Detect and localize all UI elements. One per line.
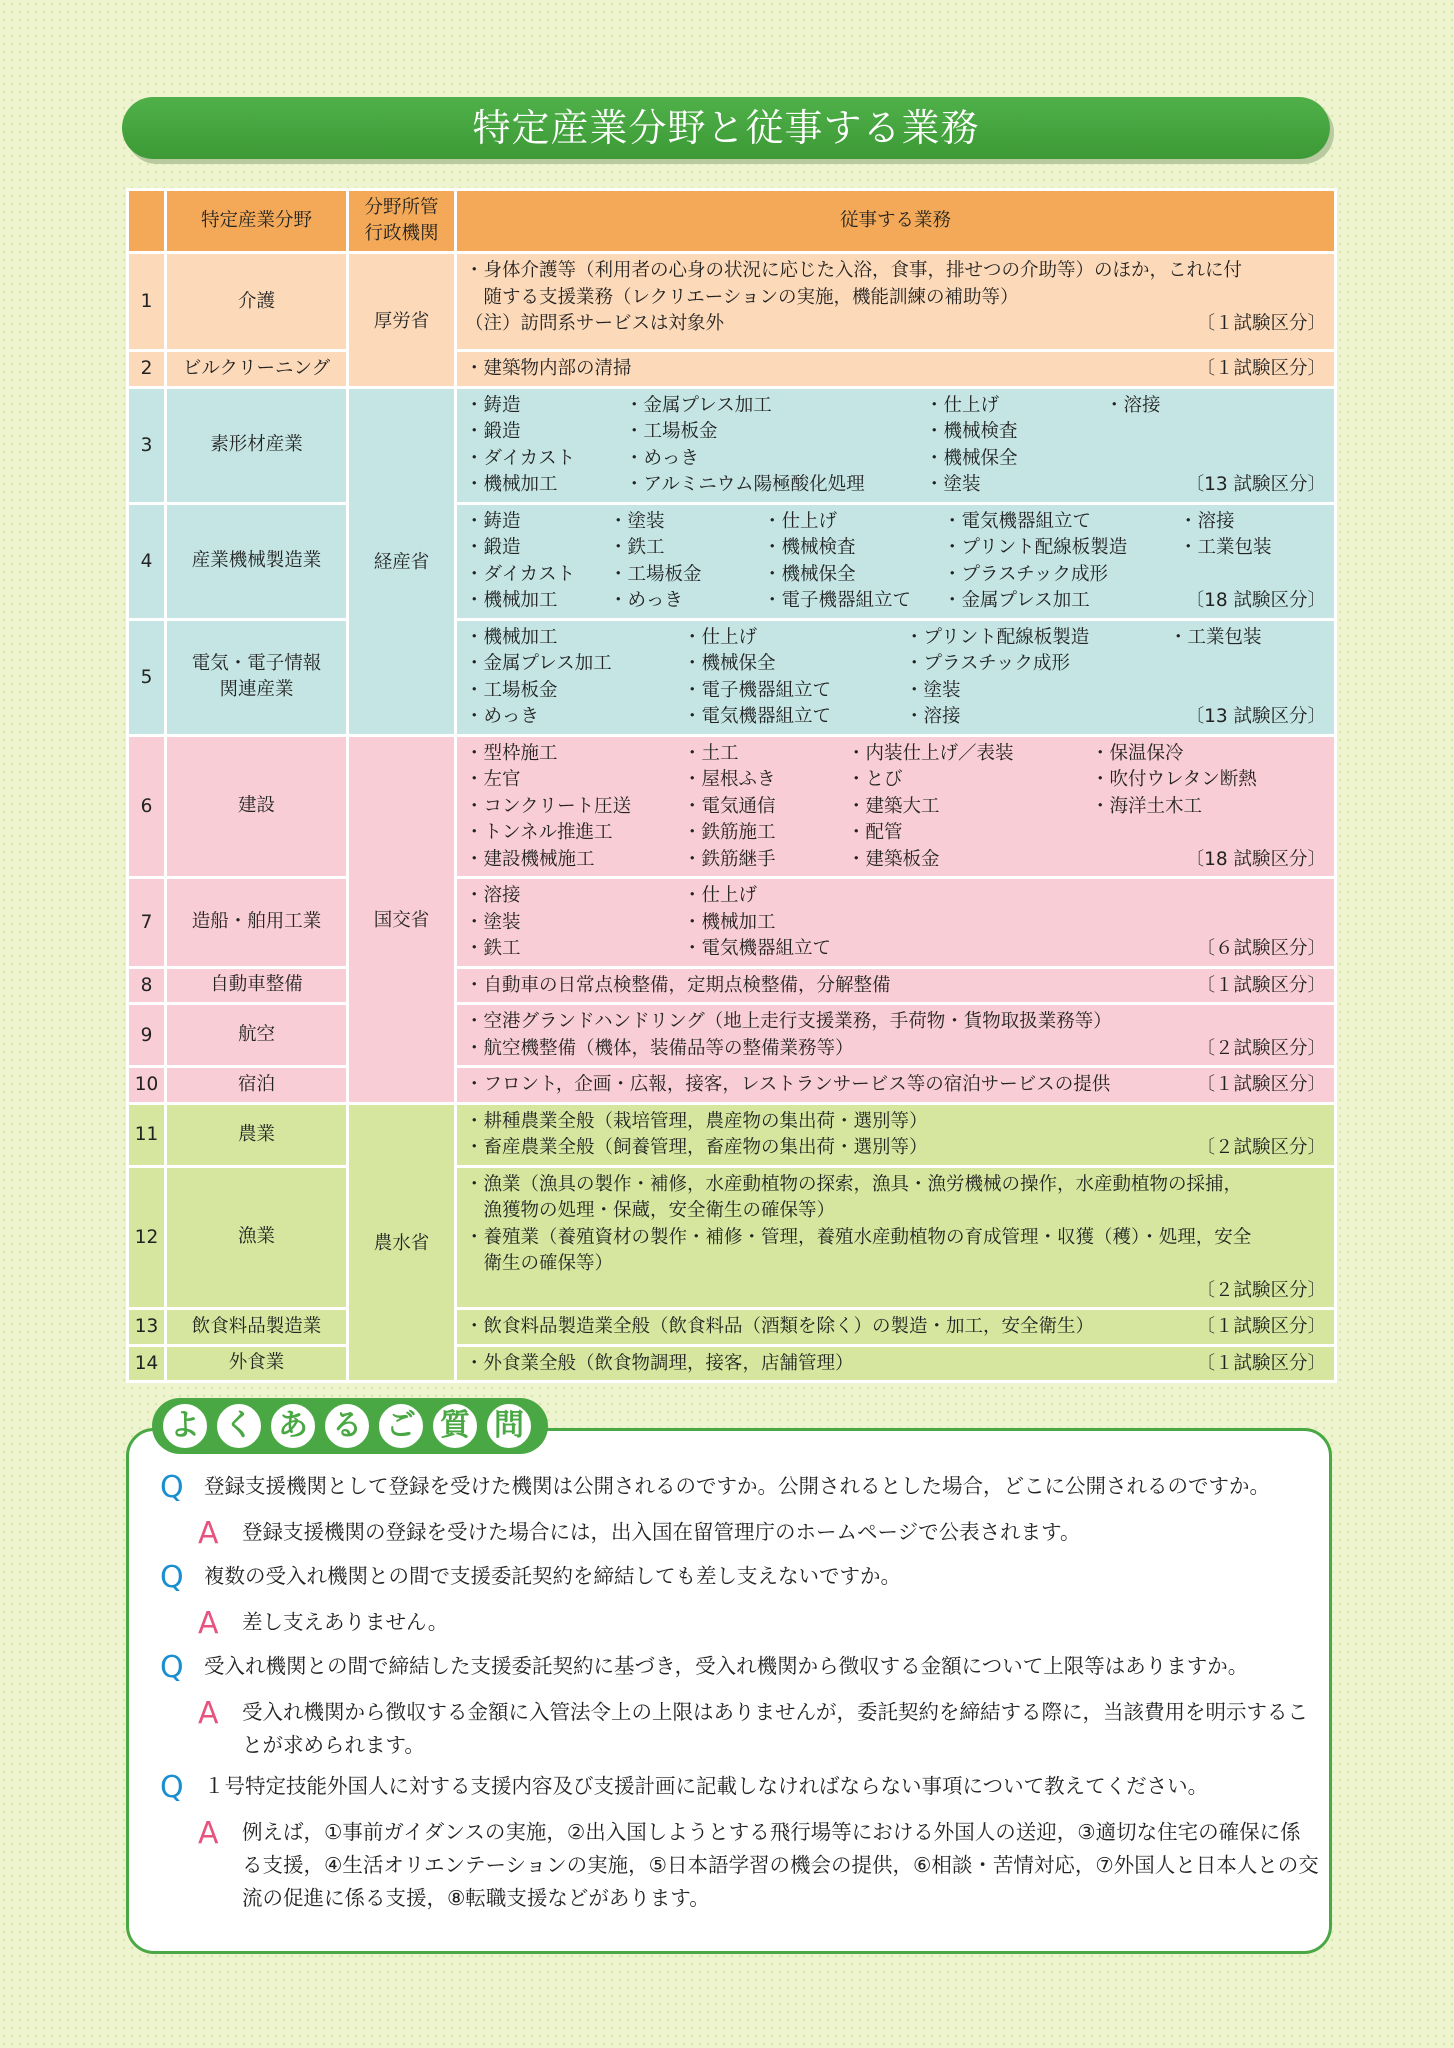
- tasks-cell: [456, 967, 1336, 1004]
- task-column: ・仕上げ ・機械検査 ・機械保全 ・塗装: [925, 394, 1018, 495]
- table-row: [128, 1345, 1336, 1382]
- field-name: 造船・舶用工業: [166, 878, 348, 968]
- task-text: ・フロント，企画・広報，接客，レストランサービス等の宿泊サービスの提供: [465, 1074, 1111, 1095]
- faq-answer: [160, 1816, 1320, 1915]
- faq-answer: [160, 1606, 1320, 1642]
- header-agency: 分野所管 行政機関: [348, 190, 456, 253]
- agency-name: 厚労省: [348, 253, 456, 388]
- row-number: 6: [128, 735, 166, 878]
- task-text: ・畜産農業全般（飼養管理，畜産物の集出荷・選別等）: [465, 1137, 928, 1158]
- task-column: ・内装仕上げ／表装 ・とび ・建築大工 ・配管 ・建築板金: [847, 742, 1014, 870]
- row-number: 5: [128, 619, 166, 735]
- task-lines: ・身体介護等（利用者の心身の状況に応じた入浴，食事，排せつの介助等）のほか，これに付 随する支援業務（レクリエーションの実施，機能訓練の補助等）: [465, 260, 1243, 308]
- task-lines: ・漁業（漁具の製作・補修，水産動植物の探索，漁具・漁労機械の操作，水産動植物の採捕， 漁獲物の処理・保蔵，安全衛生の確保等） ・養殖業（養殖資材の製作・補修・管理，養殖水産動植物の育成管理・収獲（穫）・処理，安全 衛生の確保等）: [465, 1173, 1252, 1274]
- row-number: 13: [128, 1309, 166, 1346]
- table-row: [128, 1067, 1336, 1104]
- exam-count: 〔18 試験区分〕: [1185, 848, 1326, 870]
- task-column: ・土工 ・屋根ふき ・電気通信 ・鉄筋施工 ・鉄筋継手: [683, 742, 776, 870]
- exam-count: 〔６試験区分〕: [1196, 938, 1326, 959]
- task-column: ・塗装 ・鉄工 ・工場板金 ・めっき: [609, 510, 702, 611]
- table-row: [128, 1103, 1336, 1166]
- row-number: 9: [128, 1004, 166, 1067]
- header-blank: [128, 190, 166, 253]
- question-text: 登録支援機関として登録を受けた機関は公開されるのですか。公開されるとした場合，どこに公開されるのですか。: [204, 1474, 1270, 1498]
- task-text: ・建築物内部の清掃: [465, 358, 632, 379]
- question-text: １号特定技能外国人に対する支援内容及び支援計画に記載しなければならない事項について教えてください。: [204, 1774, 1209, 1798]
- field-name: 飲食料品製造業: [166, 1309, 348, 1346]
- exam-count: 〔１試験区分〕: [1196, 313, 1326, 334]
- task-last-line: [465, 1351, 1326, 1378]
- task-last-line: [465, 311, 1326, 338]
- exam-count: 〔１試験区分〕: [1196, 1352, 1326, 1374]
- agency-name: 農水省: [348, 1103, 456, 1382]
- task-last-line: [465, 1278, 1326, 1305]
- task-lines: ・耕種農業全般（栽培管理，農産物の集出荷・選別等）: [465, 1110, 928, 1132]
- exam-count: 〔２試験区分〕: [1196, 1279, 1326, 1301]
- tasks-cell: [456, 878, 1336, 968]
- q-mark: Q: [160, 1470, 184, 1505]
- task-column: ・鋳造 ・鍛造 ・ダイカスト ・機械加工: [465, 510, 576, 611]
- field-name: 自動車整備: [166, 967, 348, 1004]
- question-text: 受入れ機関との間で締結した支援委託契約に基づき，受入れ機関から徴収する金額について上限等はありますか。: [204, 1654, 1249, 1678]
- tasks-cell: [456, 387, 1336, 503]
- tasks-cell: [456, 253, 1336, 351]
- task-column: ・鋳造 ・鍛造 ・ダイカスト ・機械加工: [465, 394, 576, 495]
- row-number: 14: [128, 1345, 166, 1382]
- task-column: ・仕上げ ・機械保全 ・電子機器組立て ・電気機器組立て: [683, 626, 832, 727]
- field-name: 航空: [166, 1004, 348, 1067]
- exam-count: 〔１試験区分〕: [1196, 358, 1326, 379]
- task-column: ・工業包装: [1169, 626, 1262, 648]
- tasks-cell: [456, 503, 1336, 619]
- task-text: ・航空機整備（機体，装備品等の整備業務等）: [465, 1037, 854, 1059]
- tasks-cell: [456, 619, 1336, 735]
- faq-heading-char: よ: [160, 1401, 210, 1451]
- field-name: 電気・電子情報 関連産業: [166, 619, 348, 735]
- task-column: ・電気機器組立て ・プリント配線板製造 ・プラスチック成形 ・金属プレス加工: [943, 510, 1128, 611]
- table-row: [128, 735, 1336, 878]
- exam-count: 〔13 試験区分〕: [1185, 474, 1326, 495]
- tasks-cell: [456, 1103, 1336, 1166]
- table-row: [128, 1309, 1336, 1346]
- faq-list: [160, 1470, 1320, 1915]
- task-column: ・仕上げ ・機械検査 ・機械保全 ・電子機器組立て: [763, 510, 912, 611]
- field-name: 素形材産業: [166, 387, 348, 503]
- faq-question: [160, 1470, 1320, 1506]
- exam-count: 〔１試験区分〕: [1196, 1074, 1326, 1095]
- row-number: 4: [128, 503, 166, 619]
- row-number: 10: [128, 1067, 166, 1104]
- a-mark: A: [198, 1696, 219, 1731]
- task-column: ・機械加工 ・金属プレス加工 ・工場板金 ・めっき: [465, 626, 612, 727]
- task-column: ・型枠施工 ・左官 ・コンクリート圧送 ・トンネル推進工 ・建設機械施工: [465, 742, 632, 870]
- faq-question: [160, 1770, 1320, 1806]
- page-title: 特定産業分野と従事する業務: [122, 97, 1330, 159]
- task-text: ・外食業全般（飲食物調理，接客，店舗管理）: [465, 1352, 854, 1374]
- exam-count: 〔１試験区分〕: [1196, 1316, 1326, 1337]
- field-name: 介護: [166, 253, 348, 351]
- faq-heading-char: く: [214, 1401, 264, 1451]
- field-name: 宿泊: [166, 1067, 348, 1104]
- task-column: ・プリント配線板製造 ・プラスチック成形 ・塗装 ・溶接: [905, 626, 1090, 727]
- question-text: 複数の受入れ機関との間で支援委託契約を締結しても差し支えないですか。: [204, 1564, 901, 1588]
- row-number: 1: [128, 253, 166, 351]
- a-mark: A: [198, 1816, 219, 1851]
- agency-name: 国交省: [348, 735, 456, 1103]
- task-last-line: [465, 1036, 1326, 1063]
- tasks-cell: [456, 351, 1336, 388]
- agency-name: 経産省: [348, 387, 456, 735]
- table-row: [128, 503, 1336, 619]
- exam-count: 〔18 試験区分〕: [1185, 590, 1326, 611]
- a-mark: A: [198, 1606, 219, 1641]
- faq-heading: [160, 1401, 538, 1451]
- table-row: [128, 387, 1336, 503]
- faq-answer: [160, 1516, 1320, 1552]
- table-row: [128, 253, 1336, 351]
- tasks-cell: [456, 735, 1336, 878]
- row-number: 8: [128, 967, 166, 1004]
- faq-heading-char: あ: [268, 1401, 318, 1451]
- industry-table: [126, 188, 1337, 1383]
- task-text: ・飲食料品製造業全般（飲食料品（酒類を除く）の製造・加工，安全衛生）: [465, 1316, 1095, 1337]
- exam-count: 〔２試験区分〕: [1196, 1037, 1326, 1059]
- exam-count: 〔２試験区分〕: [1196, 1137, 1326, 1158]
- field-name: 建設: [166, 735, 348, 878]
- faq-heading-char: 問: [484, 1401, 534, 1451]
- faq-heading-char: 質: [430, 1401, 480, 1451]
- tasks-cell: [456, 1309, 1336, 1346]
- field-name: 漁業: [166, 1166, 348, 1309]
- row-number: 12: [128, 1166, 166, 1309]
- q-mark: Q: [160, 1560, 184, 1595]
- field-name: 外食業: [166, 1345, 348, 1382]
- task-column: ・仕上げ ・機械加工 ・電気機器組立て: [683, 885, 832, 959]
- table-row: [128, 967, 1336, 1004]
- answer-text: 差し支えありません。: [242, 1610, 449, 1634]
- task-column: ・金属プレス加工 ・工場板金 ・めっき ・アルミニウム陽極酸化処理: [625, 394, 865, 495]
- tasks-cell: [456, 1166, 1336, 1309]
- q-mark: Q: [160, 1650, 184, 1685]
- task-column: ・溶接: [1105, 394, 1161, 416]
- exam-count: 〔１試験区分〕: [1196, 974, 1326, 996]
- faq-heading-char: る: [322, 1401, 372, 1451]
- header-field: 特定産業分野: [166, 190, 348, 253]
- field-name: 農業: [166, 1103, 348, 1166]
- field-name: 産業機械製造業: [166, 503, 348, 619]
- q-mark: Q: [160, 1770, 184, 1805]
- answer-text: 例えば，①事前ガイダンスの実施，②出入国しようとする飛行場等における外国人の送迎，③適切な住宅の確保に係る支援，④生活オリエンテーションの実施，⑤日本語学習の機会の提供，⑥相談・苦情対応，⑦外国人と日本人との交流の促進に係る支援，⑧転職支援などがあります。: [242, 1820, 1319, 1910]
- header-tasks: 従事する業務: [456, 190, 1336, 253]
- task-column: ・保温保冷 ・吹付ウレタン断熱 ・海洋土木工: [1091, 742, 1257, 817]
- task-last-line: [465, 1072, 1326, 1099]
- faq-question: [160, 1560, 1320, 1596]
- row-number: 7: [128, 878, 166, 968]
- task-lines: ・空港グランドハンドリング（地上走行支援業務，手荷物・貨物取扱業務等）: [465, 1011, 1112, 1032]
- answer-text: 受入れ機関から徴収する金額に入管法令上の上限はありませんが，委託契約を締結する際に，当該費用を明示することが求められます。: [242, 1700, 1308, 1757]
- faq-answer: [160, 1696, 1320, 1762]
- faq-question: [160, 1650, 1320, 1686]
- table-row: [128, 1166, 1336, 1309]
- faq-heading-char: ご: [376, 1401, 426, 1451]
- row-number: 11: [128, 1103, 166, 1166]
- a-mark: A: [198, 1516, 219, 1551]
- table-row: [128, 351, 1336, 388]
- answer-text: 登録支援機関の登録を受けた場合には，出入国在留管理庁のホームページで公表されます。: [242, 1520, 1081, 1544]
- task-column: ・溶接 ・工業包装: [1179, 510, 1272, 558]
- task-column: ・溶接 ・塗装 ・鉄工: [465, 885, 521, 959]
- table-header-row: [128, 190, 1336, 253]
- task-last-line: [465, 1314, 1326, 1341]
- task-last-line: [465, 356, 1326, 383]
- task-text: （注）訪問系サービスは対象外: [465, 313, 725, 334]
- field-name: ビルクリーニング: [166, 351, 348, 388]
- table-row: [128, 619, 1336, 735]
- exam-count: 〔13 試験区分〕: [1185, 706, 1326, 727]
- row-number: 2: [128, 351, 166, 388]
- task-last-line: [465, 973, 1326, 1000]
- tasks-cell: [456, 1004, 1336, 1067]
- tasks-cell: [456, 1067, 1336, 1104]
- table-row: [128, 878, 1336, 968]
- task-last-line: [465, 1135, 1326, 1162]
- table-row: [128, 1004, 1336, 1067]
- row-number: 3: [128, 387, 166, 503]
- tasks-cell: [456, 1345, 1336, 1382]
- task-text: ・自動車の日常点検整備，定期点検整備，分解整備: [465, 974, 891, 996]
